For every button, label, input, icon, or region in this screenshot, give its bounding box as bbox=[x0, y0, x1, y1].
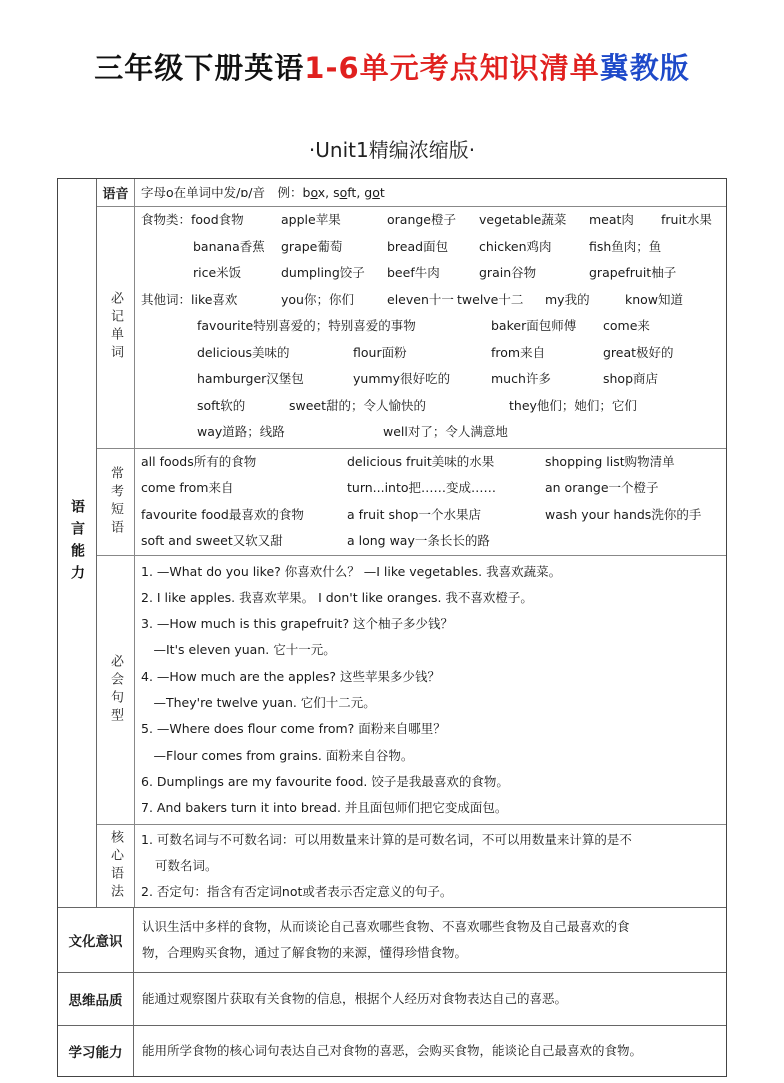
vocab-item: banana香蕉 bbox=[193, 238, 265, 254]
vocab-line bbox=[141, 260, 720, 287]
phrases-row bbox=[97, 448, 726, 555]
phrase-line bbox=[141, 475, 720, 502]
sentence-line: —Flour comes from grains. 面粉来自谷物。 bbox=[141, 747, 414, 763]
vocab-item: hamburger汉堡包 bbox=[197, 371, 304, 386]
vocab-item: meat肉 bbox=[589, 212, 634, 227]
culture-line: 物，合理购买食物，通过了解食物的来源，懂得珍惜食物。 bbox=[142, 945, 468, 961]
learning-content bbox=[134, 1026, 726, 1076]
title-part-units: 1-6单元考点知识清单 bbox=[304, 51, 600, 85]
phrase-item: wash your hands洗你的手 bbox=[545, 506, 702, 522]
grammar-row bbox=[97, 824, 726, 907]
vocab-item: beef牛肉 bbox=[387, 265, 440, 280]
phonics-label: 语音 bbox=[97, 179, 135, 206]
grammar-item: 2. 否定句：指含有否定词not或者表示否定意义的句子。 bbox=[141, 884, 453, 900]
vocab-item: great极好的 bbox=[603, 344, 674, 360]
phrase-item: favourite food最喜欢的食物 bbox=[141, 506, 304, 522]
vocab-item: 其他词：like喜欢 bbox=[141, 291, 238, 307]
phonics-row bbox=[97, 179, 726, 206]
culture-line: 认识生活中多样的食物，从而谈论自己喜欢哪些食物、不喜欢哪些食物及自己最喜欢的食 bbox=[142, 919, 630, 935]
vocab-item: from来自 bbox=[491, 344, 546, 360]
vocab-item: vegetable蔬菜 bbox=[479, 212, 567, 227]
phrase-item: come from来自 bbox=[141, 480, 234, 495]
vocab-item: fruit水果 bbox=[661, 212, 712, 227]
culture-label: 文化意识 bbox=[58, 908, 134, 972]
grammar-content bbox=[135, 825, 726, 907]
vocab-item: they他们；她们；它们 bbox=[509, 397, 637, 413]
culture-content bbox=[134, 908, 726, 972]
sentences-label-cell bbox=[97, 556, 135, 825]
thinking-row bbox=[58, 972, 726, 1025]
vocab-item: flour面粉 bbox=[353, 344, 407, 360]
sentence-line: 5. —Where does flour come from? 面粉来自哪里？ bbox=[141, 721, 446, 737]
sentences-content bbox=[135, 556, 726, 825]
phrases-label: 常考短语 bbox=[108, 465, 123, 538]
sentence-line: 1. —What do you like? 你喜欢什么？ —I like vegetables. 我喜欢蔬菜。 bbox=[141, 563, 562, 579]
vocab-line bbox=[141, 287, 720, 314]
vocab-item: chicken鸡肉 bbox=[479, 238, 552, 254]
vocab-item: come来 bbox=[603, 318, 650, 333]
phrase-item: turn...into把……变成…… bbox=[347, 480, 497, 495]
language-ability-label: 语言能力 bbox=[69, 499, 85, 588]
sentence-line: 4. —How much are the apples? 这些苹果多少钱？ bbox=[141, 668, 440, 684]
unit-subtitle: ·Unit1精编浓缩版· bbox=[308, 138, 476, 162]
title-part-edition: 冀教版 bbox=[599, 51, 690, 85]
vocab-item: much许多 bbox=[491, 371, 551, 386]
grammar-label-cell bbox=[97, 825, 135, 907]
sentences-row bbox=[97, 555, 726, 825]
vocab-line bbox=[141, 234, 720, 261]
vocab-item: my我的 bbox=[545, 291, 590, 307]
phrase-item: delicious fruit美味的水果 bbox=[347, 453, 495, 469]
phrase-line bbox=[141, 528, 720, 555]
culture-row bbox=[58, 907, 726, 972]
vocab-line bbox=[141, 207, 720, 234]
vocab-line bbox=[141, 313, 720, 340]
phonics-word: box, bbox=[302, 185, 330, 200]
vocab-item: bread面包 bbox=[387, 238, 449, 254]
vocab-item: grapefruit柚子 bbox=[589, 265, 677, 280]
vocab-item: eleven十一 bbox=[387, 291, 454, 307]
vocab-item: soft软的 bbox=[197, 397, 246, 413]
learning-row bbox=[58, 1025, 726, 1076]
vocab-label-cell bbox=[97, 207, 135, 448]
phrase-item: all foods所有的食物 bbox=[141, 453, 257, 469]
language-ability-label-cell bbox=[58, 179, 97, 907]
vocab-item: grape葡萄 bbox=[281, 238, 343, 254]
vocab-item: yummy很好吃的 bbox=[353, 371, 451, 386]
sentence-line: —It's eleven yuan. 它十一元。 bbox=[141, 642, 336, 658]
sentence-line: —They're twelve yuan. 它们十二元。 bbox=[141, 694, 376, 710]
phrase-line bbox=[141, 502, 720, 529]
vocab-content bbox=[135, 207, 726, 448]
title-part-grade: 三年级下册英语 bbox=[94, 51, 305, 85]
vocab-item: dumpling饺子 bbox=[281, 265, 365, 280]
thinking-text: 能通过观察图片获取有关食物的信息，根据个人经历对食物表达自己的喜恶。 bbox=[142, 991, 568, 1007]
learning-label: 学习能力 bbox=[58, 1026, 134, 1076]
thinking-label: 思维品质 bbox=[58, 973, 134, 1025]
vocab-item: fish鱼肉；鱼 bbox=[589, 238, 662, 254]
phrase-line bbox=[141, 449, 720, 476]
vocab-row bbox=[97, 206, 726, 448]
phrases-label-cell bbox=[97, 449, 135, 555]
sentences-label: 必会句型 bbox=[108, 653, 123, 726]
vocab-item: grain谷物 bbox=[479, 265, 537, 280]
phrase-item: shopping list购物清单 bbox=[545, 453, 675, 469]
sentence-line: 3. —How much is this grapefruit? 这个柚子多少钱？ bbox=[141, 616, 454, 632]
phrase-item: an orange一个橙子 bbox=[545, 480, 659, 495]
vocab-item: delicious美味的 bbox=[197, 344, 290, 360]
learning-text: 能用所学食物的核心词句表达自己对食物的喜恶，会购买食物，能谈论自己最喜欢的食物。 bbox=[142, 1043, 643, 1059]
grammar-item: 1. 可数名词与不可数名词：可以用数量来计算的是可数名词，不可以用数量来计算的是不 bbox=[141, 832, 632, 848]
vocab-item: sweet甜的；令人愉快的 bbox=[289, 397, 427, 413]
vocab-line bbox=[141, 393, 720, 420]
vocab-item: orange橙子 bbox=[387, 212, 456, 227]
phrase-item: a long way一条长长的路 bbox=[347, 533, 490, 548]
phrase-item: soft and sweet又软又甜 bbox=[141, 533, 283, 548]
phrases-content bbox=[135, 449, 726, 555]
phonics-word: got bbox=[364, 185, 385, 200]
vocab-item: favourite特别喜爱的；特别喜爱的事物 bbox=[197, 318, 416, 333]
phonics-text: 字母o在单词中发/ɒ/音 例： bbox=[141, 185, 303, 200]
vocab-line bbox=[141, 419, 720, 446]
vocab-line bbox=[141, 340, 720, 367]
sentence-line: 7. And bakers turn it into bread. 并且面包师们把它变成面包。 bbox=[141, 800, 508, 816]
vocab-item: baker面包师傅 bbox=[491, 318, 577, 333]
main-title bbox=[0, 46, 784, 87]
vocab-item: 食物类：food食物 bbox=[141, 212, 244, 227]
vocab-item: you你；你们 bbox=[281, 291, 354, 307]
vocab-item: twelve十二 bbox=[457, 291, 524, 307]
sentence-line: 2. I like apples. 我喜欢苹果。 I don't like oranges. 我不喜欢橙子。 bbox=[141, 589, 533, 605]
phonics-word: soft, bbox=[333, 185, 361, 200]
knowledge-table bbox=[57, 178, 727, 1077]
vocab-item: rice米饭 bbox=[193, 265, 242, 280]
grammar-label: 核心语法 bbox=[108, 830, 123, 903]
thinking-content bbox=[134, 973, 726, 1025]
sentence-line: 6. Dumplings are my favourite food. 饺子是我最喜欢的食物。 bbox=[141, 773, 509, 789]
vocab-item: well对了；令人满意地 bbox=[383, 424, 508, 439]
vocab-item: know知道 bbox=[625, 291, 684, 307]
phonics-content bbox=[135, 179, 726, 206]
vocab-line bbox=[141, 366, 720, 393]
language-ability-body bbox=[97, 179, 726, 907]
grammar-item-continued: 可数名词。 bbox=[155, 858, 218, 874]
vocab-label: 必记单词 bbox=[108, 291, 123, 364]
language-ability-row bbox=[58, 179, 726, 907]
phrase-item: a fruit shop一个水果店 bbox=[347, 506, 481, 522]
vocab-item: apple苹果 bbox=[281, 212, 341, 227]
vocab-item: shop商店 bbox=[603, 371, 659, 386]
vocab-item: way道路；线路 bbox=[197, 424, 285, 439]
